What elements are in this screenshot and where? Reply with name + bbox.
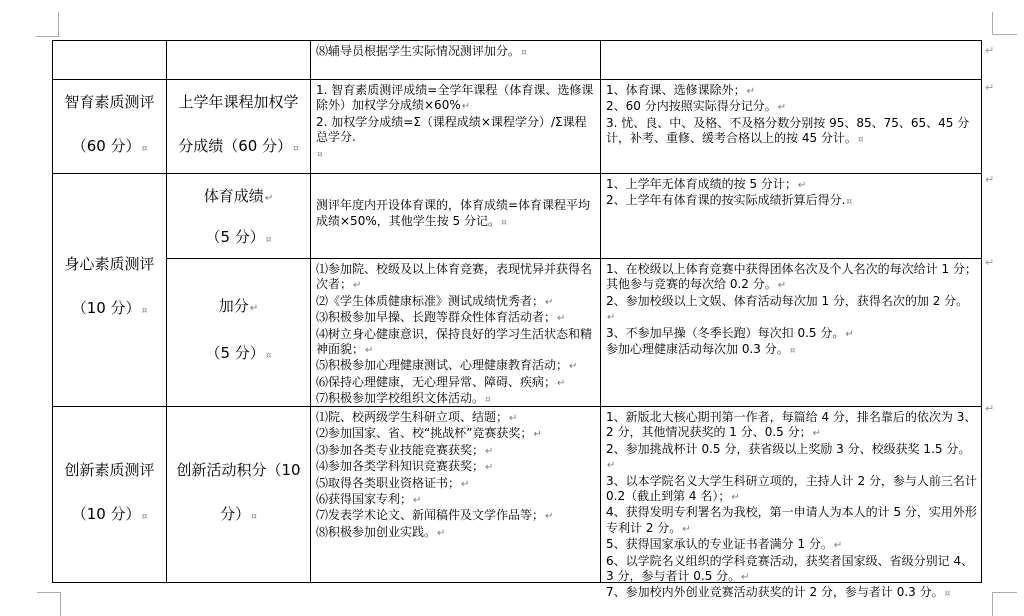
line-break-mark: ↵ [569,361,578,373]
line-break-mark: ↵ [249,303,259,314]
line-break-mark: ↵ [557,377,566,389]
cell-sub-item[interactable] [167,41,311,80]
paragraph: 体育成绩↵ [203,187,274,205]
table-row [53,259,982,407]
row-end-mark: ↵ [985,44,995,57]
cell-criteria[interactable] [601,80,982,174]
table-row [53,80,982,174]
cell-method[interactable] [311,259,601,407]
cell-criteria[interactable] [601,174,982,259]
line-break-mark: ↵ [682,523,691,535]
table-row [53,41,982,80]
line-break-mark: ↵ [353,280,362,292]
cell-method[interactable] [311,407,601,583]
paragraph: ⑴院、校两级学生科研立项、结题；↵ [316,410,518,424]
paragraph: 1、体育课、选修课除外；↵ [606,83,756,97]
paragraph: 创新活动积分（10 [176,460,301,479]
paragraph: ⑺发表学术论文、新闻稿件及文学作品等；↵ [316,508,554,523]
line-break-mark: ↵ [607,460,616,472]
paragraph: ⑸积极参加心理健康测试、心理健康教育活动；↵ [316,358,578,373]
paragraph: 1、新版北大核心期刊第一作者，每篇给 4 分，排名靠后的依次为 3、2 分，其他情况获奖的 1 分、0.5 分；↵ [606,410,977,440]
paragraph: （60 分）¤ [71,136,148,155]
row-end-mark: ↵ [985,402,995,415]
line-break-mark: ↵ [413,495,422,507]
paragraph: 2、参加校级以上文娱、体育活动每次加 1 分，获得名次的加 2 分。↵ [606,293,969,324]
paragraph: 1. 智育素质测评成绩=全学年课程（体育课、选修课除外）加权学分成绩×60%↵ [316,83,594,113]
paragraph: 2. 加权学分成绩=Σ（课程成绩×课程学分）/Σ课程总学分. [316,114,587,145]
table-row [53,174,982,259]
cell-sub-item[interactable] [167,80,311,174]
paragraph: 分）¤ [220,504,257,523]
cell-end-mark: ¤ [501,217,507,228]
line-break-mark: ↵ [777,102,787,114]
cell-end-mark: ¤ [521,48,527,58]
paragraph: 3、不参加早操（冬季长跑）每次扣 0.5 分。↵ [606,325,854,340]
row-end-mark: ↵ [985,173,995,186]
line-break-mark: ↵ [365,345,374,357]
paragraph: 3、以本学院名义大学生科研立项的，主持人计 2 分，参与人前三名计 0.2（截止到第 4 名）；↵ [606,473,977,504]
cell-end-mark: ¤ [485,395,491,406]
cell-end-mark: ¤ [293,143,299,154]
cell-sub-item[interactable] [167,407,311,583]
row-end-mark: ↵ [985,81,995,94]
paragraph: ⑹保持心理健康，无心理异常、障碍、疾病；↵ [316,374,566,389]
paragraph: 上学年课程加权学 [178,93,299,111]
margin-crop-mark-bottom-right [992,592,1017,616]
paragraph: 1、在校级以上体育竞赛中获得团体名次及个人名次的每次给计 1 分；其他参与竞赛的每次给 0.2 分。↵ [606,262,977,292]
paragraph [316,146,596,163]
paragraph: ⑻积极参加创业实践。↵ [316,524,446,539]
cell-sub-item[interactable] [167,174,311,259]
paragraph: ⑻辅导员根据学生实际情况测评加分。¤ [316,44,527,58]
cell-criteria[interactable] [601,259,982,407]
line-break-mark: ↵ [607,312,616,324]
cell-method[interactable] [311,41,601,80]
paragraph: 2、60 分内按照实际得分记分。↵ [606,99,787,114]
paragraph: 2、上学年有体育课的按实际成绩折算后得分.¤ [606,193,853,208]
line-break-mark: ↵ [437,527,446,539]
paragraph: 7、参加校内外创业竞赛活动获奖的计 2 分，参与者计 0.3 分。¤ [606,585,951,600]
paragraph: 6、以学院名义组织的学科竞赛活动，获奖者国家级、省级分别记 4、3 分，参与者计 0.5 分。↵ [606,553,974,584]
row-end-mark: ↵ [985,256,995,269]
paragraph: 分成绩（60 分）¤ [178,136,299,155]
paragraph: ⑷参加各类学科知识竞赛获奖；↵ [316,459,494,474]
paragraph: （5 分）¤ [205,227,272,246]
paragraph: ⑸取得各类职业资格证书；↵ [316,475,470,490]
paragraph: 3. 忧、良、中、及格、不及格分数分别按 95、85、75、65、45 分计，补考、重修、缓考合格以上的按 45 分计。¤ [606,115,970,146]
line-break-mark: ↵ [746,86,756,97]
cell-method[interactable] [311,80,601,174]
line-break-mark: ↵ [545,511,554,523]
paragraph: 测评年度内开设体育课的，体育成绩=体育课程平均成绩×50%，其他学生按 5 分记。¤ [316,198,591,228]
line-break-mark: ↵ [264,193,274,204]
margin-crop-mark-top-left [36,12,59,37]
margin-crop-mark-top-right [992,12,1017,35]
paragraph: ⑴参加院、校级及以上体育竞赛，表现忧异并获得名次者；↵ [316,262,593,292]
cell-end-mark: ¤ [317,149,323,160]
line-break-mark: ↵ [509,413,518,424]
line-break-mark: ↵ [485,462,494,474]
paragraph: 1、上学年无体育成绩的按 5 分计；↵ [606,177,807,191]
paragraph: 参加心理健康活动每次加 0.3 分。¤ [606,342,796,357]
line-break-mark: ↵ [533,429,542,441]
cell-method[interactable] [311,174,601,259]
cell-sub-item[interactable] [167,259,311,407]
paragraph: ⑹获得国家专利；↵ [316,492,422,507]
cell-category[interactable] [53,80,167,174]
assessment-table [52,40,982,600]
line-break-mark: ↵ [731,492,740,504]
paragraph: ⑺积极参加学校组织文体活动。¤ [316,391,491,406]
cell-criteria[interactable] [601,407,982,600]
line-break-mark: ↵ [741,572,750,584]
paragraph: 加分↵ [218,297,259,315]
cell-end-mark: ¤ [846,197,853,208]
paragraph: 2、参加挑战杯计 0.5 分，获省级以上奖励 3 分、校级获奖 1.5 分。↵ [606,441,971,472]
cell-end-mark: ¤ [141,306,148,316]
line-break-mark: ↵ [797,180,807,191]
paragraph: 身心素质测评 [64,255,155,273]
cell-end-mark: ¤ [265,351,272,361]
paragraph: ⑶参加各类专业技能竞赛获奖；↵ [316,442,494,457]
line-break-mark: ↵ [833,540,843,552]
line-break-mark: ↵ [557,313,566,325]
paragraph: 智育素质测评 [64,93,155,111]
paragraph: ⑵《学生体质健康标准》测试成绩忧秀者；↵ [316,293,554,308]
line-break-mark: ↵ [545,296,554,308]
paragraph: ⑷树立身心健康意识，保持良好的学习生活状态和精神面貌；↵ [316,326,593,357]
margin-crop-mark-bottom-left [37,592,61,616]
paragraph: ⑵参加国家、省、校“挑战杯”竞赛获奖；↵ [316,426,542,441]
line-break-mark: ↵ [461,478,470,490]
cell-category[interactable] [53,174,167,407]
paragraph: （10 分）¤ [71,299,148,317]
cell-category[interactable] [53,41,167,80]
cell-criteria[interactable] [601,41,982,80]
paragraph: （5 分）¤ [205,344,272,362]
line-break-mark: ↵ [845,328,854,340]
line-break-mark: ↵ [777,280,787,292]
cell-category[interactable] [53,407,167,583]
table-row [53,407,982,583]
cell-end-mark: ¤ [857,135,864,146]
cell-end-mark: ¤ [251,511,257,522]
paragraph: （10 分）¤ [71,504,148,523]
line-break-mark: ↵ [461,101,471,113]
cell-end-mark: ¤ [789,346,796,357]
cell-end-mark: ¤ [141,143,148,154]
cell-end-mark: ¤ [141,511,148,522]
paragraph: 4、获得发明专利署名为我校，第一申请人为本人的计 5 分，实用外形专利计 2 分。↵ [606,505,977,535]
line-break-mark: ↵ [812,428,822,440]
paragraph: 5、获得国家承认的专业证书者满分 1 分。↵ [606,537,843,552]
paragraph: 创新素质测评 [64,460,155,479]
paragraph: ⑶积极参加早操、长跑等群众性体育活动者；↵ [316,310,566,325]
cell-end-mark: ¤ [944,589,951,600]
line-break-mark: ↵ [485,445,494,457]
cell-end-mark: ¤ [265,234,272,245]
